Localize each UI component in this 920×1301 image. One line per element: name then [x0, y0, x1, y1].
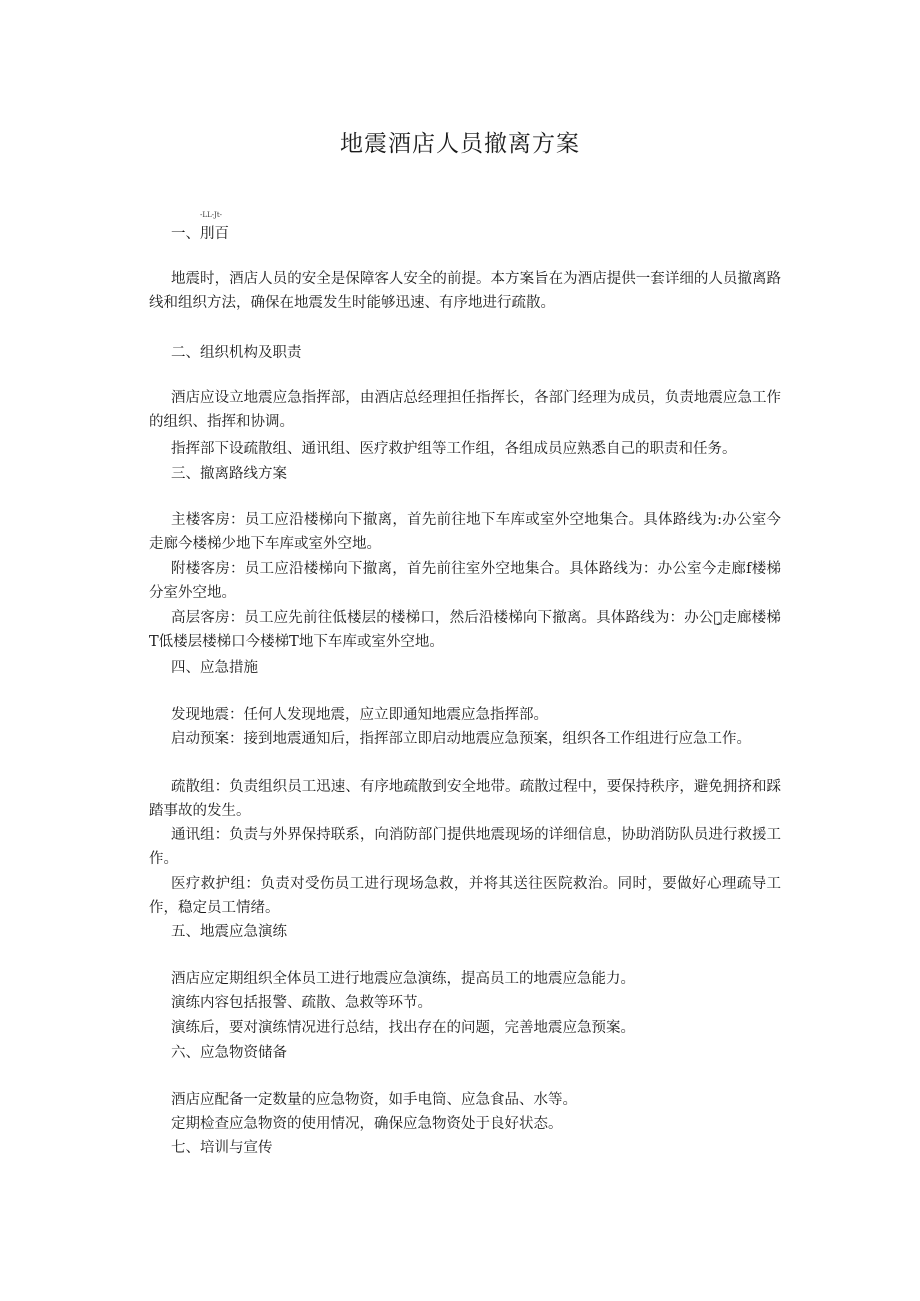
section-heading-4: 四、应急措施 [171, 660, 258, 676]
section-2-paragraph-1: 酒店应设立地震应急指挥部，由酒店总经理担任指挥长，各部门经理为成员，负责地震应急工作的组织、指挥和协调。 [149, 390, 781, 430]
section-1-paragraph-1: 地震时，酒店人员的安全是保障客人安全的前提。本方案旨在为酒店提供一套详细的人员撤离路线和组织方法，确保在地震发生时能够迅速、有序地进行疏散。 [149, 271, 781, 311]
section-heading-6: 六、应急物资储备 [171, 1045, 287, 1061]
section-3-paragraph-1: 主楼客房：员工应沿楼梯向下撤离，首先前往地下车库或室外空地集合。具体路线为:办公室今走廊今楼梯少地下车库或室外空地。 [149, 512, 781, 552]
section-5-paragraph-3: 演练后，要对演练情况进行总结，找出存在的问题，完善地震应急预案。 [171, 1020, 635, 1036]
section-heading-1: 一、刖百 [171, 226, 229, 242]
small-mark: -LL-Jt- [200, 211, 223, 219]
section-6-paragraph-2: 定期检查应急物资的使用情况，确保应急物资处于良好状态。 [171, 1116, 563, 1132]
section-heading-3: 三、撤离路线方案 [171, 466, 287, 482]
section-4-paragraph-5: 医疗救护组：负责对受伤员工进行现场急救，并将其送往医院救治。同时，要做好心理疏导工作，稳定员工情绪。 [149, 876, 781, 916]
section-4-paragraph-1: 发现地震：任何人发现地震，应立即通知地震应急指挥部。 [171, 707, 548, 723]
section-5-paragraph-2: 演练内容包括报警、疏散、急救等环节。 [171, 995, 432, 1011]
section-heading-2: 二、组织机构及职责 [171, 345, 302, 361]
section-2-paragraph-2: 指挥部下设疏散组、通讯组、医疗救护组等工作组，各组成员应熟悉自己的职责和任务。 [171, 441, 737, 457]
document-title: 地震酒店人员撤离方案 [340, 131, 580, 157]
section-heading-5: 五、地震应急演练 [171, 924, 287, 940]
section-4-paragraph-2: 启动预案：接到地震通知后，指挥部立即启动地震应急预案，组织各工作组进行应急工作。 [171, 731, 751, 747]
section-6-paragraph-1: 酒店应配备一定数量的应急物资，如手电筒、应急食品、水等。 [171, 1092, 577, 1108]
section-heading-7: 七、培训与宣传 [171, 1140, 273, 1156]
section-3-paragraph-3: 高层客房：员工应先前往低楼层的楼梯口，然后沿楼梯向下撤离。具体路线为：办公室̧走廊楼梯T低楼层楼梯口今楼梯T地下车库或室外空地。 [149, 610, 781, 650]
section-3-paragraph-2: 附楼客房：员工应沿楼梯向下撤离，首先前往室外空地集合。具体路线为：办公室今走廊f楼梯分室外空地。 [149, 561, 781, 601]
section-4-paragraph-3: 疏散组：负责组织员工迅速、有序地疏散到安全地带。疏散过程中，要保持秩序，避免拥挤和踩踏事故的发生。 [149, 779, 781, 819]
section-4-paragraph-4: 通讯组：负责与外界保持联系，向消防部门提供地震现场的详细信息，协助消防队员进行救援工作。 [149, 827, 781, 867]
section-5-paragraph-1: 酒店应定期组织全体员工进行地震应急演练，提高员工的地震应急能力。 [171, 971, 635, 987]
